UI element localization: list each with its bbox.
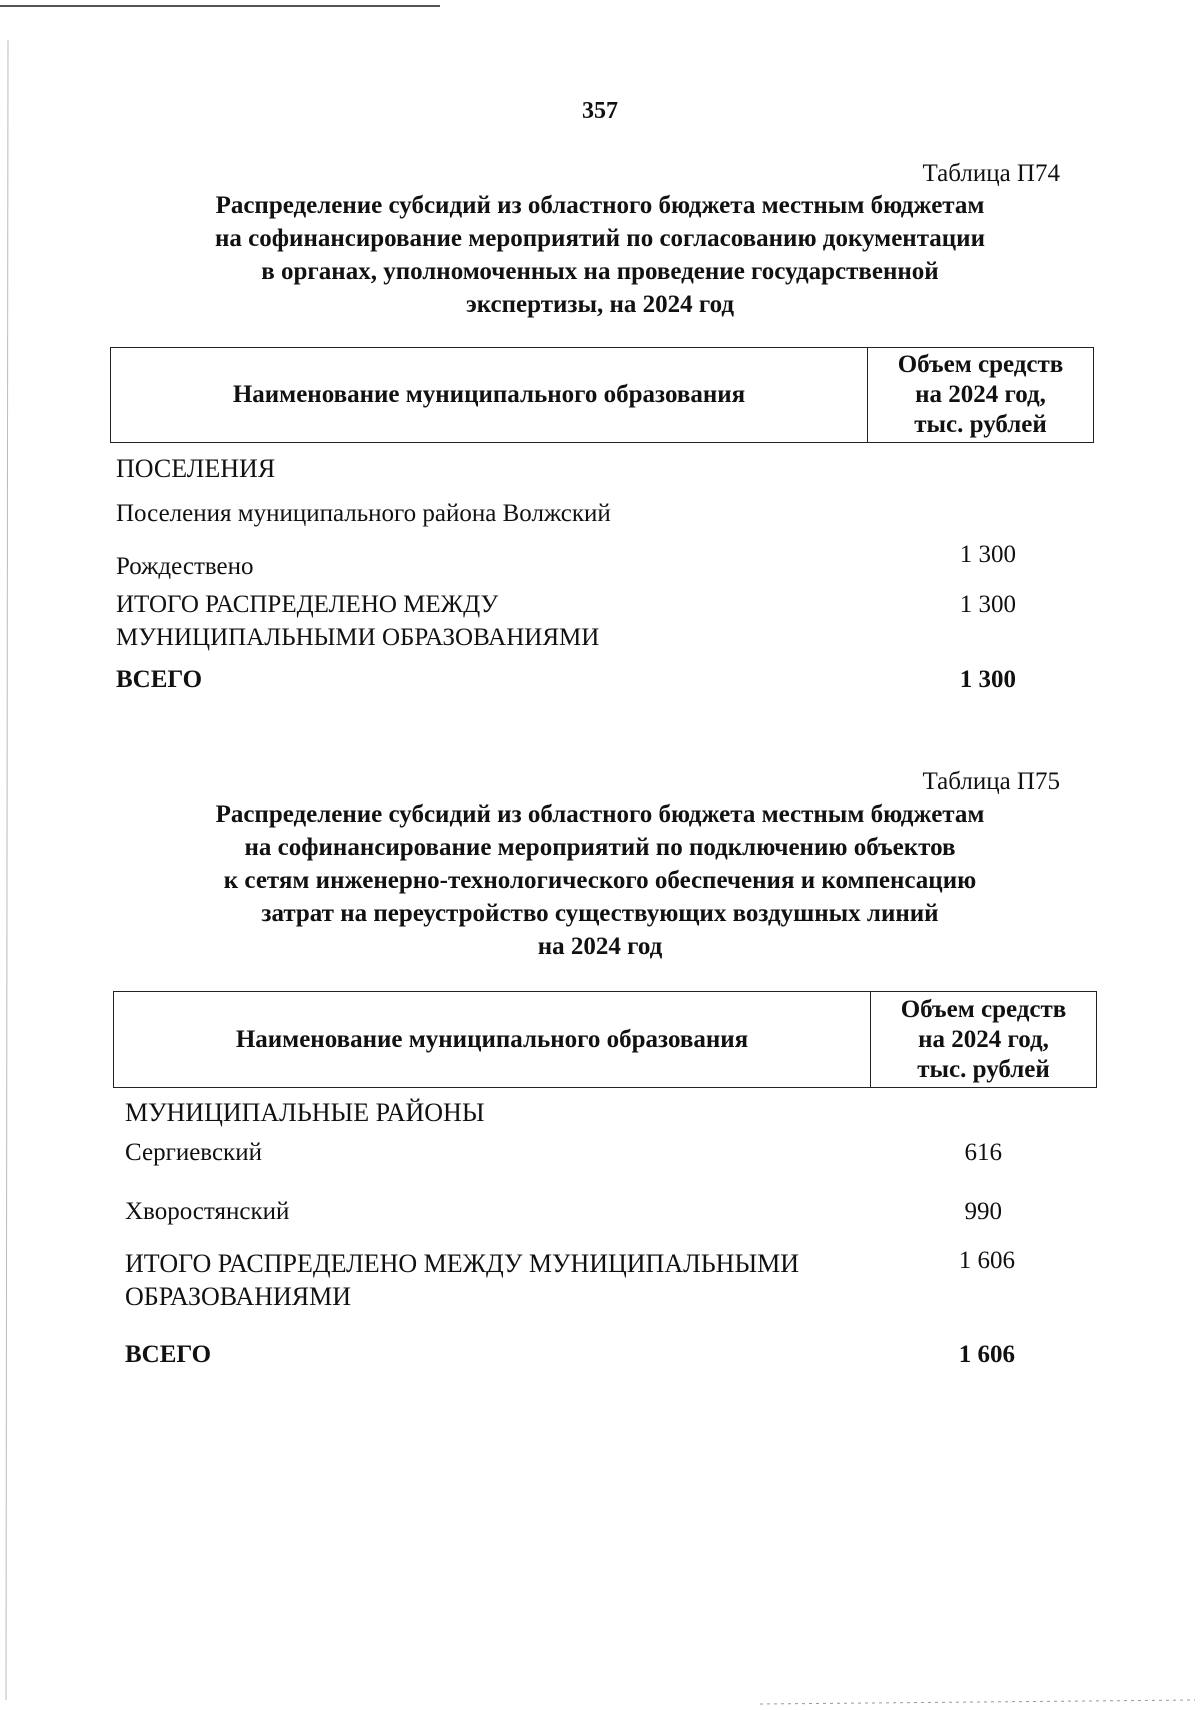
- title-line: затрат на переустройство существующих воздушных линий: [261, 900, 939, 927]
- row-name: ВСЕГО: [116, 666, 203, 693]
- header-line: на 2024 год,: [918, 1025, 1049, 1053]
- title-line: экспертизы, на 2024 год: [465, 291, 735, 318]
- row-name: Рождествено: [116, 553, 254, 580]
- row-name: МУНИЦИПАЛЬНЫМИ ОБРАЗОВАНИЯМИ: [116, 624, 600, 651]
- row-name: ИТОГО РАСПРЕДЕЛЕНО МЕЖДУ: [116, 591, 499, 618]
- column-header-volume: [871, 992, 1096, 1087]
- row-name: Сергиевский: [125, 1139, 262, 1166]
- header-line: тыс. рублей: [914, 411, 1047, 438]
- row-name: Поселения муниципального района Волжский: [116, 500, 611, 527]
- title-line: на софинансирование мероприятий по подключению объектов: [244, 834, 956, 861]
- title-line: Распределение субсидий из областного бюджета местным бюджетам: [215, 801, 985, 828]
- row-value: 1 300: [959, 541, 1016, 568]
- row-value: 1 300: [959, 591, 1016, 618]
- header-line: на 2024 год,: [915, 381, 1046, 408]
- table-label: Таблица П74: [922, 160, 1060, 187]
- header-line: Объем средств: [897, 351, 1064, 378]
- table-label: Таблица П75: [922, 768, 1060, 795]
- title-line: в органах, уполномоченных на проведение государственной: [261, 258, 939, 285]
- table-title: [0, 189, 1200, 321]
- title-line: на софинансирование мероприятий по согласованию документации: [215, 225, 985, 252]
- page-number: 357: [582, 98, 618, 124]
- column-header-volume: [868, 348, 1093, 442]
- row-value: 990: [964, 1198, 1002, 1225]
- table-header: [113, 991, 1097, 1088]
- title-line: на 2024 год: [537, 933, 663, 960]
- row-name: ВСЕГО: [125, 1341, 212, 1368]
- table-title: [0, 798, 1200, 963]
- column-header-name: Наименование муниципального образования: [111, 348, 868, 442]
- row-value: 1 300: [959, 666, 1016, 693]
- title-line: к сетям инженерно-технологического обеспечения и компенсацию: [223, 867, 977, 894]
- row-value: 616: [964, 1139, 1002, 1166]
- row-name: ОБРАЗОВАНИЯМИ: [125, 1282, 352, 1311]
- row-name: МУНИЦИПАЛЬНЫЕ РАЙОНЫ: [125, 1098, 485, 1127]
- header-line: тыс. рублей: [917, 1055, 1050, 1083]
- row-name: Хворостянский: [125, 1198, 290, 1225]
- row-value: 1 606: [958, 1247, 1015, 1274]
- row-name: ИТОГО РАСПРЕДЕЛЕНО МЕЖДУ МУНИЦИПАЛЬНЫМИ: [125, 1249, 800, 1278]
- header-line: Объем средств: [900, 995, 1067, 1023]
- row-value: 1 606: [958, 1341, 1015, 1368]
- title-line: Распределение субсидий из областного бюджета местным бюджетам: [215, 192, 985, 219]
- row-name: ПОСЕЛЕНИЯ: [116, 454, 276, 483]
- column-header-name: Наименование муниципального образования: [114, 992, 871, 1087]
- table-header: [110, 347, 1094, 443]
